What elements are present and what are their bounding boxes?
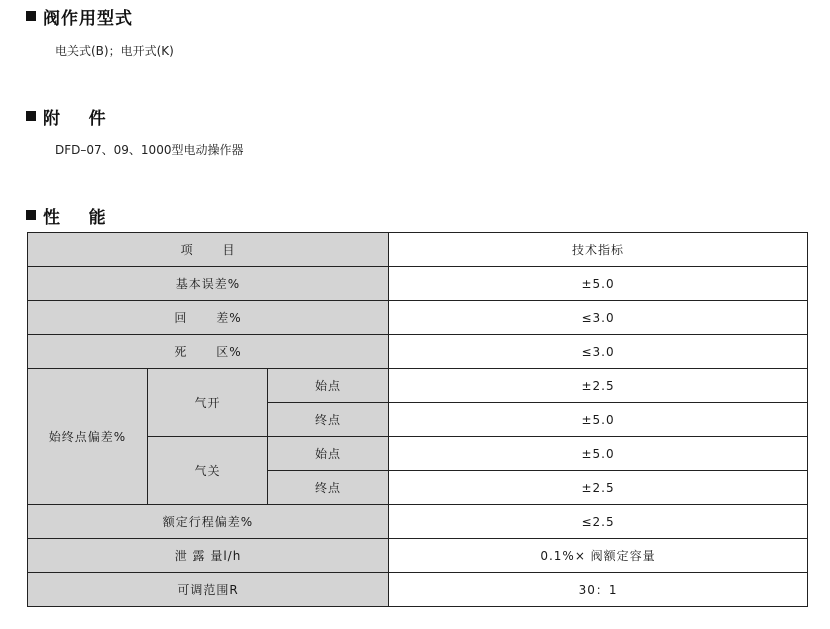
row-value: ≤3.0 bbox=[389, 335, 808, 369]
row-value: ±5.0 bbox=[389, 437, 808, 471]
square-bullet-icon bbox=[26, 111, 36, 121]
row-label: 基本误差% bbox=[28, 267, 389, 301]
table-row bbox=[28, 267, 808, 301]
subgroup-label: 气关 bbox=[148, 437, 268, 505]
row-label: 可调范围R bbox=[28, 573, 389, 607]
section-heading-accessories bbox=[26, 104, 107, 128]
table-header-row bbox=[28, 233, 808, 267]
performance-table bbox=[27, 232, 808, 607]
point-label: 始点 bbox=[268, 437, 389, 471]
row-value: ±2.5 bbox=[389, 471, 808, 505]
point-label: 始点 bbox=[268, 369, 389, 403]
header-spec: 技术指标 bbox=[389, 233, 808, 267]
table-row bbox=[28, 335, 808, 369]
accessories-text: DFD–07、09、1000型电动操作器 bbox=[55, 143, 244, 157]
square-bullet-icon bbox=[26, 210, 36, 220]
point-label: 终点 bbox=[268, 471, 389, 505]
table-row bbox=[28, 505, 808, 539]
row-value: ±5.0 bbox=[389, 403, 808, 437]
row-value: 30：1 bbox=[389, 573, 808, 607]
row-value: 0.1%× 阀额定容量 bbox=[389, 539, 808, 573]
section-heading-performance bbox=[26, 203, 107, 227]
row-label: 额定行程偏差% bbox=[28, 505, 389, 539]
header-item: 项 目 bbox=[28, 233, 389, 267]
point-label: 终点 bbox=[268, 403, 389, 437]
section-title: 性 能 bbox=[43, 207, 107, 228]
row-value: ≤3.0 bbox=[389, 301, 808, 335]
row-label: 回 差% bbox=[28, 301, 389, 335]
section-title: 阀作用型式 bbox=[43, 8, 133, 29]
subgroup-label: 气开 bbox=[148, 369, 268, 437]
table-row bbox=[28, 301, 808, 335]
square-bullet-icon bbox=[26, 11, 36, 21]
table-row bbox=[28, 369, 808, 403]
row-label: 死 区% bbox=[28, 335, 389, 369]
row-label: 泄 露 量l/h bbox=[28, 539, 389, 573]
section-title: 附 件 bbox=[43, 108, 107, 129]
row-value: ≤2.5 bbox=[389, 505, 808, 539]
row-value: ±5.0 bbox=[389, 267, 808, 301]
section-heading-valve-action bbox=[26, 4, 133, 28]
valve-action-text: 电关式(B)；电开式(K) bbox=[55, 44, 174, 58]
row-value: ±2.5 bbox=[389, 369, 808, 403]
table-row bbox=[28, 539, 808, 573]
table-row bbox=[28, 573, 808, 607]
group-label: 始终点偏差% bbox=[28, 369, 148, 505]
